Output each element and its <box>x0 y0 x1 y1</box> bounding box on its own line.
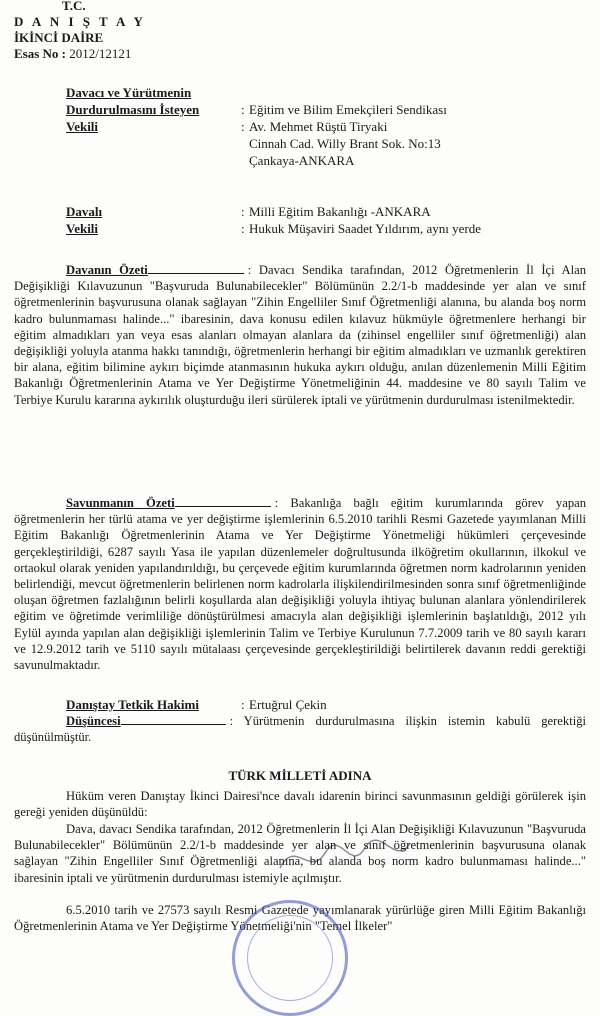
decision-paragraph-3: 6.5.2010 tarih ve 27573 sayılı Resmi Gazetede yayımlanarak yürürlüğe giren Milli Eğitim Bakanlığı Öğretmenlerinin Atama ve Yer Değiştirme Yönetmeliği'nin "Temel İlkeler" <box>14 903 586 934</box>
judge-opinion-text: Yürütmenin durdurulmasına ilişkin istemin kabulü gerektiği düşünülmüştür. <box>14 714 586 745</box>
decision-paragraph-2: Dava, davacı Sendika tarafından, 2012 Öğretmenlerin İl İçi Alan Değişikliği Kılavuzunun "Başvuruda Bulunabilecekler" Bölümünün 2.2/1-b maddesinde yer alan ve sınıf öğretmenlerinin başvurusuna olanak sağlayan "Zihin Engelliler Sınıf Öğretmenliği alanına, bu alanda boş norm kadro bulunmaması halinde..." ibaresinin iptali ve yürütmenin durdurulması istemiyle açılmıştır. <box>14 822 586 885</box>
plaintiff-heading: Davacı ve Yürütmenin <box>66 85 192 100</box>
plaintiff-name: Eğitim ve Bilim Emekçileri Sendikası <box>249 102 447 117</box>
judge-opinion-label: Düşüncesi <box>66 714 121 728</box>
plaintiff-attorney-address-1: Cinnah Cad. Willy Brant Sok. No:13 <box>249 136 441 151</box>
judge-block: Danıştay Tetkik Hakimi : Ertuğrul Çekin <box>66 697 327 712</box>
court-name: D A N I Ş T A Y <box>14 14 146 29</box>
defense-summary: Savunmanın Özeti : Bakanlığa bağlı eğitim kurumlarında görev yapan öğretmenlerin her türlü atama ve yer değiştirme işlemlerinin 6.5.2010 tarihli Resmi Gazetede yayımlanan Milli Eğitim Bakanlığı Öğretmenlerinin Atama ve Yer Değiştirme Yönetmeliği hükümleri çerçevesinde gerçekleştirildiği, 6287 sayılı Yasa ile yapılan düzenlemeler doğrultusunda ilköğretim okullarının, ilkokul ve ortaokul olarak yeniden yapılandırıldığı, bu çerçevede eğitim kurumlarında öğretmen norm kadrolarının yeniden belirlendiği, mevcut öğretmenlerin belirlenen norm kadrolarla ilişkilendirilmesinden sonra sınıf öğretmenliğinde oluşan öğretmen fazlalığının belirli koşullarda alan değişikliği yoluyla ihtiyaç bulunan alanlara yönlendirilerek eğitim ve öğretimde verimliliğe dönüştürülmesi amacıyla alan değişikliği işlemlerinin başlatıldığı, 2012 yılı Eylül ayında yapılan alan değişikliği işlemlerinin Talim ve Terbiye Kurulunun 7.7.2009 tarih ve 80 sayılı kararı ve 12.9.2012 tarih ve 5110 sayılı mütalaası çerçevesinde gerçekleştirildiği belirtilerek davanın reddi gerektiği savunulmaktadır. <box>14 496 587 673</box>
defense-summary-heading: Savunmanın Özeti <box>66 496 175 510</box>
defense-summary-text: Bakanlığa bağlı eğitim kurumlarında görev yapan öğretmenlerin her türlü atama ve yer değiştirme işlemlerinin 6.5.2010 tarihli Resmi Gazetede yayımlanan Milli Eğitim Bakanlığı Öğretmenlerinin Atama ve Yer Değiştirme Yönetmeliği hükümleri çerçevesinde gerçekleştirildiği, 6287 sayılı Yasa ile yapılan düzenlemeler doğrultusunda ilköğretim okullarının, ilkokul ve ortaokul olarak yeniden yapılandırıldığı, bu çerçevede eğitim kurumlarında öğretmen norm kadrolarının yeniden belirlendiği, mevcut öğretmenlerin belirlenen norm kadrolarla ilişkilendirilmesinden sonra sınıf öğretmenliğinde oluşan öğretmen fazlalığının belirli koşullarda alan değişikliği yoluyla ihtiyaç bulunan alanlara yönlendirilerek eğitim ve öğretimde verimliliğe dönüştürülmesi amacıyla alan değişikliği işlemlerinin başlatıldığı, 2012 yılı Eylül ayında yapılan alan değişikliği işlemlerinin Talim ve Terbiye Kurulunun 7.7.2009 tarih ve 80 sayılı kararı ve 12.9.2012 tarih ve 5110 sayılı mütalaası çerçevesinde gerçekleştirildiği belirtilerek davanın reddi gerektiği savunulmaktadır. <box>14 496 587 673</box>
plaintiff-attorney-label: Vekili <box>66 119 99 134</box>
judge-name: Ertuğrul Çekin <box>249 697 327 712</box>
defendant-label: Davalı <box>66 204 103 219</box>
plaintiff-attorney-address-2: Çankaya-ANKARA <box>249 153 355 168</box>
defendant-block: Davalı : Milli Eğitim Bakanlığı -ANKARA Vekili : Hukuk Müşaviri Saadet Yıldırım, aynı yerde <box>66 204 482 236</box>
case-summary-text: Davacı Sendika tarafından, 2012 Öğretmenlerin İl İçi Alan Değişikliği Kılavuzunun "Başvuruda Bulunabilecekler" Bölümünün 2.2/1-b maddesinde yer alan ve sınıf öğretmenlerinin başvurusuna olanak sağlayan "Zihin Engelliler Sınıf Öğretmenliği alanına, bu alanda boş norm kadro bulunmaması halinde..." ibaresinin, dava konusu edilen kılavuz hükmüyle öğretmenlere herhangi bir eğitim almadıkları yan veya esas alanları olmayan alanlara da (zihinsel engelliler sınıf öğretmenliği) alan değişikliği yoluyla atanma hakkı tanındığı, öğretmenlerin herhangi bir eğitim almadıkları ve uzmanlık gerektiren bir alana, eğitim bilimine aykırı biçimde atanmasının hukuka aykırı olduğu, anılan düzenlemenin Milli Eğitim Bakanlığı Öğretmenlerinin Atama ve Yer Değiştirme Yönetmeliğinin 44. maddesine ve 80 sayılı Talim ve Terbiye Kurulu kararına aykırılık oluşturduğu ileri sürülerek iptali ve yürütmenin durdurulması istenilmektedir. <box>14 263 586 407</box>
defendant-attorney-name: Hukuk Müşaviri Saadet Yıldırım, aynı yerde <box>249 221 482 236</box>
plaintiff-label: Durdurulmasını İsteyen <box>66 102 200 117</box>
tc-label: T.C. <box>62 0 86 13</box>
judge-label: Danıştay Tetkik Hakimi <box>66 697 199 712</box>
case-summary-heading: Davanın Özeti <box>66 263 148 277</box>
judge-opinion: Düşüncesi : Yürütmenin durdurulmasına ilişkin istemin kabulü gerektiği düşünülmüştür. <box>14 714 586 745</box>
decision-title: TÜRK MİLLETİ ADINA <box>228 768 372 783</box>
defendant-attorney-label: Vekili <box>66 221 99 236</box>
case-number-label: Esas No : <box>14 46 67 61</box>
case-number <box>14 46 146 62</box>
case-number-value: 2012/12121 <box>69 46 132 61</box>
official-seal <box>232 900 348 1016</box>
signature-mark <box>275 828 415 888</box>
decision-paragraph-1: Hüküm veren Danıştay İkinci Dairesi'nce davalı idarenin birinci savunmasının geldiği görülerek işin gereği yeniden düşünüldü: <box>14 789 586 820</box>
case-summary: Davanın Özeti : Davacı Sendika tarafından, 2012 Öğretmenlerin İl İçi Alan Değişikliği Kılavuzunun "Başvuruda Bulunabilecekler" Bölümünün 2.2/1-b maddesinde yer alan ve sınıf öğretmenlerinin başvurusuna olanak sağlayan "Zihin Engelliler Sınıf Öğretmenliği alanına, bu alanda boş norm kadro bulunmaması halinde..." ibaresinin, dava konusu edilen kılavuz hükmüyle öğretmenlere herhangi bir eğitim almadıkları yan veya esas alanları olmayan alanlara da (zihinsel engelliler sınıf öğretmenliği) alan değişikliği yoluyla atanma hakkı tanındığı, öğretmenlerin herhangi bir eğitim almadıkları ve uzmanlık gerektiren bir alana, eğitim bilimine aykırı biçimde atanmasının hukuka aykırı olduğu, anılan düzenlemenin Milli Eğitim Bakanlığı Öğretmenlerinin Atama ve Yer Değiştirme Yönetmeliğinin 44. maddesine ve 80 sayılı Talim ve Terbiye Kurulu kararına aykırılık oluşturduğu ileri sürülerek iptali ve yürütmenin durdurulması istenilmektedir. <box>14 263 586 407</box>
chamber-name: İKİNCİ DAİRE <box>14 30 104 45</box>
defendant-name: Milli Eğitim Bakanlığı -ANKARA <box>249 204 431 219</box>
court-header <box>14 0 146 62</box>
plaintiff-block: Davacı ve Yürütmenin Durdurulmasını İsteyen : Eğitim ve Bilim Emekçileri Sendikası Vekili : Av. Mehmet Rüştü Tiryaki Cinnah Cad. Willy Brant Sok. No:13 Çankaya-ANKARA <box>66 85 447 168</box>
plaintiff-attorney-name: Av. Mehmet Rüştü Tiryaki <box>249 119 388 134</box>
